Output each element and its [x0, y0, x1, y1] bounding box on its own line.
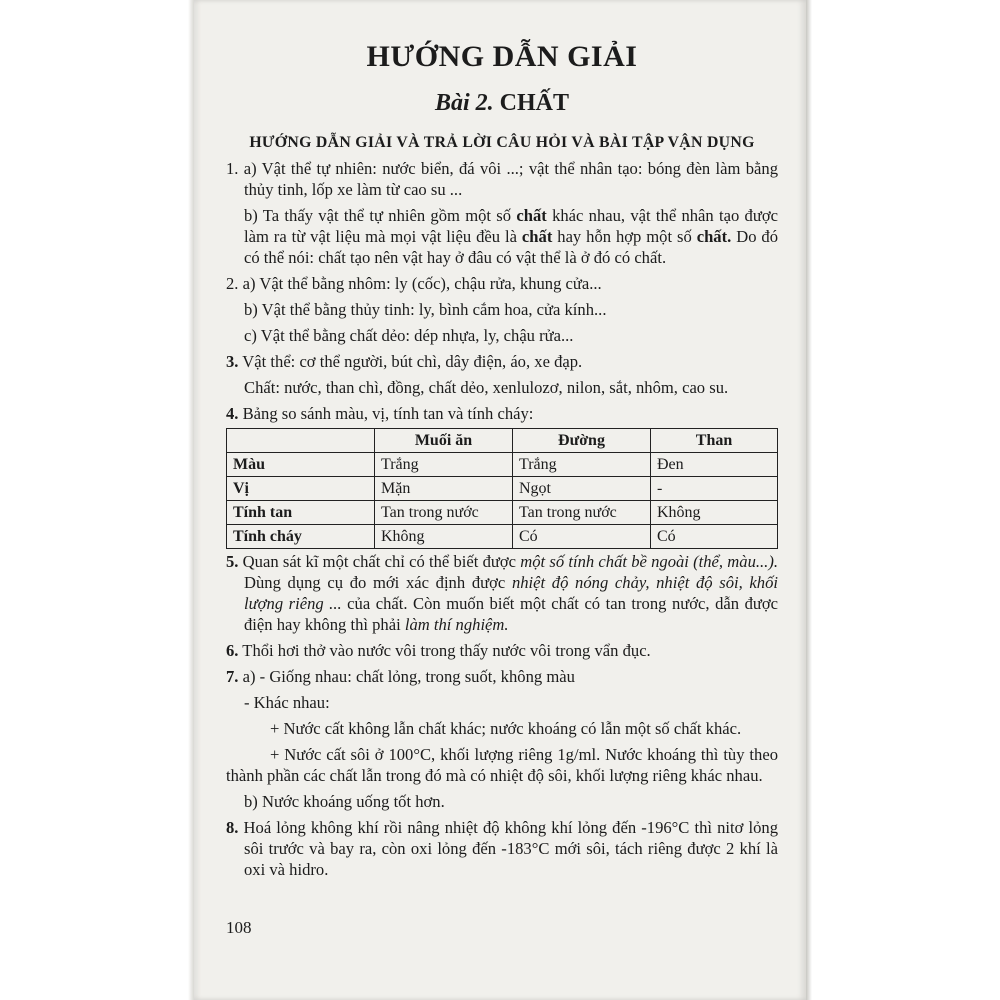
page-right-edge [806, 0, 812, 1000]
answer-6 [226, 640, 778, 661]
table-cell: Tan trong nước [375, 501, 513, 525]
table-header-cell: Đường [513, 429, 651, 453]
answer-2b: b) Vật thể bằng thủy tinh: ly, bình cắm hoa, cửa kính... [244, 300, 607, 319]
answer-1a: 1. a) Vật thể tự nhiên: nước biển, đá vôi ...; vật thể nhân tạo: bóng đèn làm bằng thủy tinh, lốp xe làm từ cao su ... [226, 159, 778, 199]
answer-3-things [226, 351, 778, 372]
answer-1b-text: hay hỗn hợp một số [552, 227, 697, 246]
answer-5 [226, 551, 778, 635]
answer-5-italic: nhiệt độ nóng chảy, nhiệt độ sôi, khối lượng riêng ... [244, 573, 778, 613]
table-cell: Trắng [375, 453, 513, 477]
answer-number: 3. [226, 352, 239, 371]
answer-7a-text: a) - Giống nhau: chất lỏng, trong suốt, không màu [238, 667, 575, 686]
table-header-cell [227, 429, 375, 453]
table-row-header: Tính cháy [227, 525, 375, 549]
lesson-prefix: Bài 2. [434, 90, 494, 116]
table-cell: Trắng [513, 453, 651, 477]
answer-8 [226, 817, 778, 880]
answer-5-text: của chất. Còn muốn biết một chất có tan trong nước, dẫn được điện hay không thì phải [244, 594, 778, 634]
answer-7a [226, 666, 778, 687]
answer-4-text: Bảng so sánh màu, vị, tính tan và tính cháy: [238, 404, 534, 423]
answer-1b-text: Do đó có thể nói: chất tạo nên vật hay ở đâu có vật thể là ở đó có chất. [244, 227, 779, 267]
answer-3-line1: Vật thể: cơ thể người, bút chì, dây điện, áo, xe đạp. [238, 352, 583, 371]
answer-2a: 2. a) Vật thể bằng nhôm: ly (cốc), chậu rửa, khung cửa... [226, 274, 602, 293]
answer-7-point-1: + Nước cất không lẫn chất khác; nước khoáng có lẫn một số chất khác. [270, 719, 742, 738]
table-row [227, 501, 778, 525]
table-row-header: Tính tan [227, 501, 375, 525]
answer-number: 4. [226, 404, 239, 423]
table-cell: Tan trong nước [513, 501, 651, 525]
table-cell: Có [513, 525, 651, 549]
answer-7-point-2: + Nước cất sôi ở 100°C, khối lượng riêng 1g/ml. Nước khoáng thì tùy theo thành phần các chất lẫn trong đó mà có nhiệt độ sôi, khối lượng riêng khác nhau. [226, 745, 778, 785]
table-cell: Đen [651, 453, 778, 477]
table-cell: Không [651, 501, 778, 525]
table-header-row [227, 429, 778, 453]
table-row-header: Màu [227, 453, 375, 477]
table-cell: - [651, 477, 778, 501]
table-row [227, 453, 778, 477]
answer-1b-text: b) Ta thấy vật thể tự nhiên gồm một số [244, 206, 517, 225]
table-header-cell: Muối ăn [375, 429, 513, 453]
table-row [227, 477, 778, 501]
answer-8-text: Hoá lỏng không khí rồi nâng nhiệt độ không khí lỏng đến -196°C thì nitơ lỏng sôi trước và bay ra, còn oxi lỏng đến -183°C mới sôi, tách riêng được 2 khí là oxi và hidro. [238, 818, 778, 879]
answer-1b-bold: chất. [696, 227, 732, 246]
answer-7-differences: - Khác nhau: [244, 693, 330, 712]
table-cell: Ngọt [513, 477, 651, 501]
answer-5-text: Dùng dụng cụ đo mới xác định được [244, 573, 512, 592]
answer-4-intro [226, 403, 778, 424]
answer-2c: c) Vật thể bằng chất dẻo: dép nhựa, ly, chậu rửa... [244, 326, 574, 345]
table-row-header: Vị [227, 477, 375, 501]
table-cell: Có [651, 525, 778, 549]
page-title: HƯỚNG DẪN GIẢI [366, 40, 638, 73]
answer-5-text: Quan sát kĩ một chất chỉ có thể biết được [238, 552, 521, 571]
answer-7b: b) Nước khoáng uống tốt hơn. [244, 792, 445, 811]
lesson-title [226, 88, 778, 118]
table-cell: Không [375, 525, 513, 549]
answer-1b-text: khác nhau, vật thể nhân tạo được làm ra từ vật liệu mà mọi vật liệu đều là [244, 206, 778, 246]
answer-5-italic: làm thí nghiệm. [404, 615, 509, 634]
answer-1b [226, 205, 778, 268]
answer-1b-bold: chất [521, 227, 553, 246]
answer-5-italic: một số tính chất bề ngoài (thể, màu...). [520, 552, 778, 571]
table-row [227, 525, 778, 549]
page-number: 108 [226, 918, 252, 937]
table-header-cell: Than [651, 429, 778, 453]
answer-6-text: Thổi hơi thở vào nước vôi trong thấy nước vôi trong vẩn đục. [238, 641, 651, 660]
comparison-table [226, 428, 778, 549]
answer-number: 5. [226, 552, 239, 571]
answer-1b-bold: chất [516, 206, 547, 225]
section-heading: HƯỚNG DẪN GIẢI VÀ TRẢ LỜI CÂU HỎI VÀ BÀI TẬP VẬN DỤNG [249, 134, 755, 151]
book-page [194, 0, 806, 1000]
lesson-name: CHẤT [499, 90, 570, 116]
answer-number: 7. [226, 667, 239, 686]
table-cell: Mặn [375, 477, 513, 501]
answer-number: 8. [226, 818, 239, 837]
answer-number: 6. [226, 641, 239, 660]
page-content [226, 38, 778, 881]
answer-3-substances: Chất: nước, than chì, đồng, chất dẻo, xenlulozơ, nilon, sắt, nhôm, cao su. [244, 378, 729, 397]
